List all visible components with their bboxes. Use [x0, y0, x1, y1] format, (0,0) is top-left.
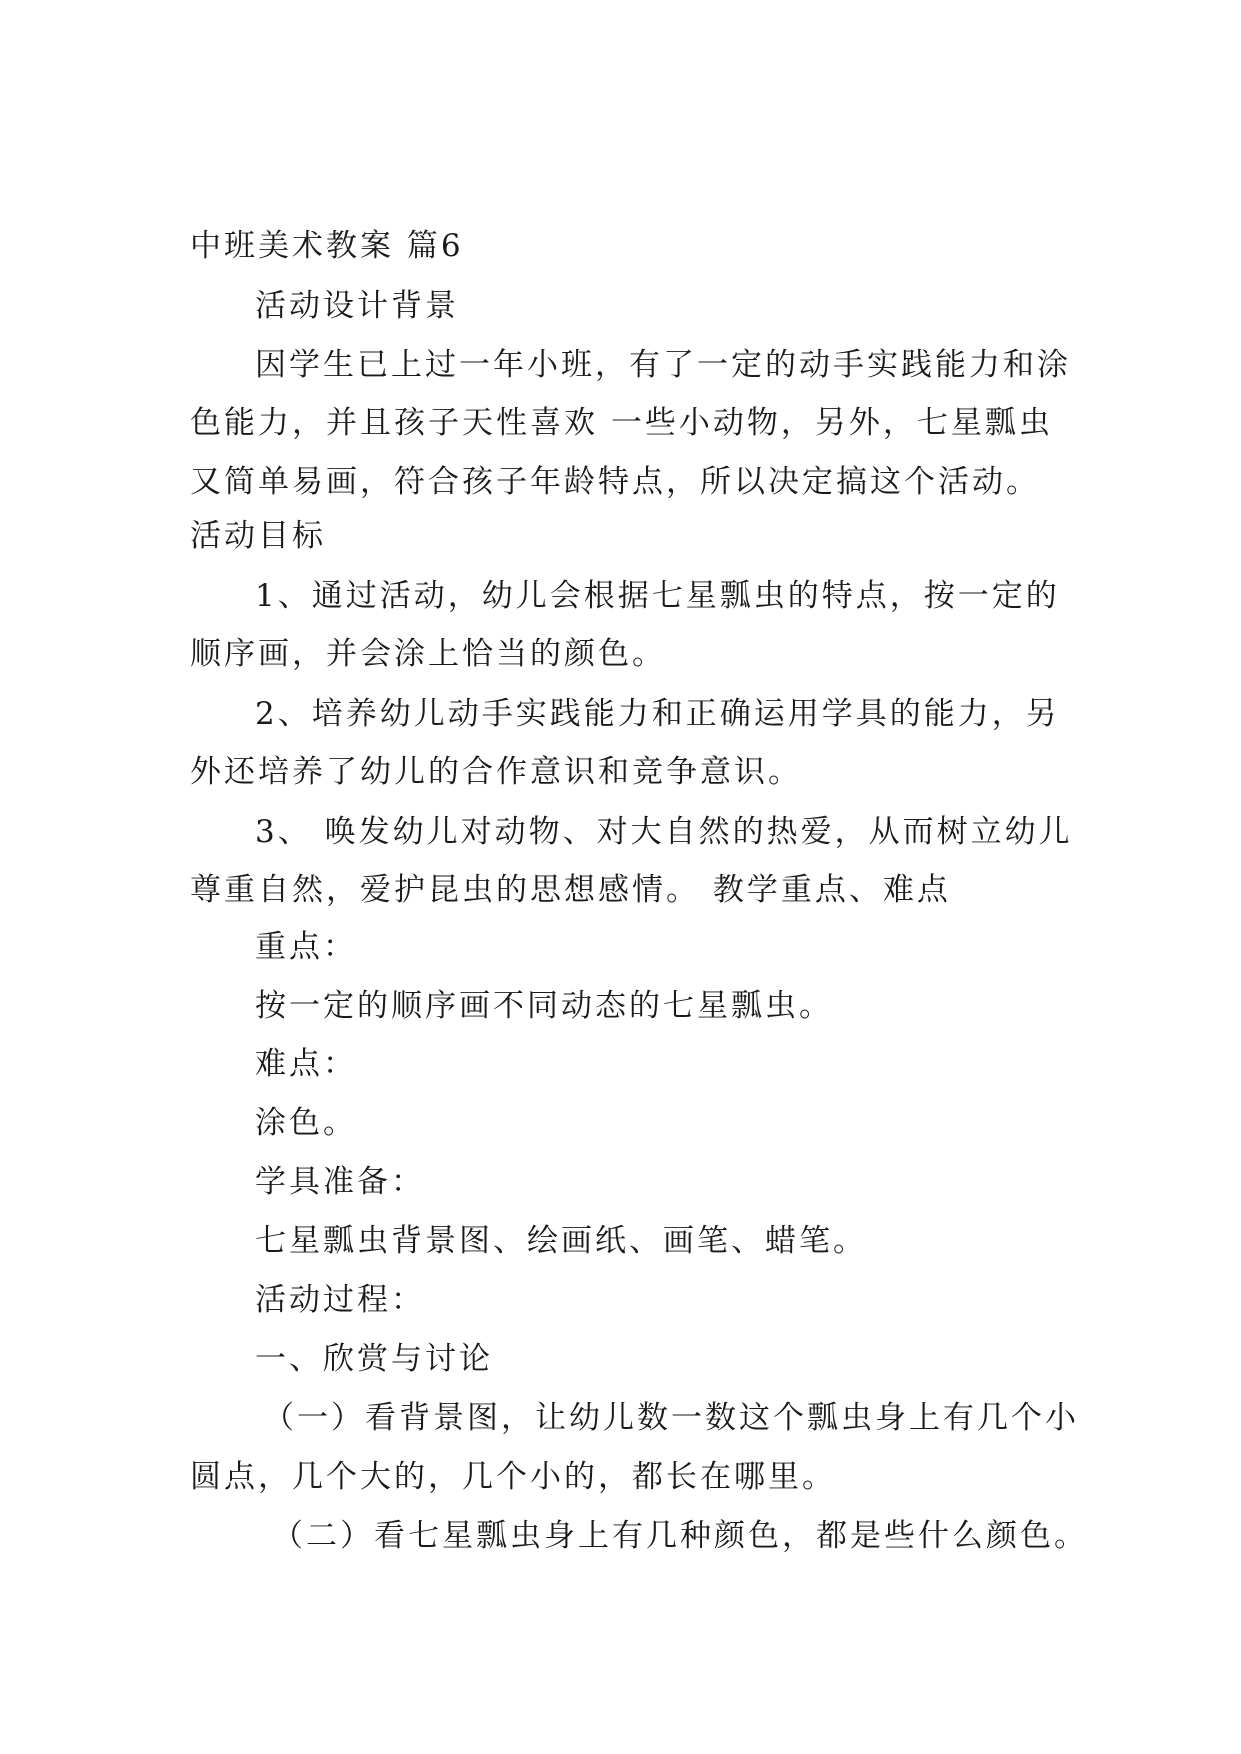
paragraph-line: 外还培养了幼儿的合作意识和竞争意识。 — [190, 754, 802, 790]
document-title: 中班美术教案 篇6 — [190, 228, 464, 264]
paragraph-line: 圆点，几个大的，几个小的，都长在哪里。 — [190, 1459, 836, 1495]
section-heading: 难点： — [255, 1046, 357, 1082]
section-heading: 活动设计背景 — [255, 288, 459, 324]
paragraph-line: （二）看七星瓢虫身上有几种颜色，都是些什么颜色。 — [272, 1518, 1088, 1554]
paragraph-line: 色能力，并且孩子天性喜欢 一些小动物，另外，七星瓢虫 — [190, 405, 1053, 441]
paragraph-line: 涂色。 — [255, 1105, 357, 1141]
section-heading: 活动过程： — [255, 1282, 425, 1318]
paragraph-line: 顺序画，并会涂上恰当的颜色。 — [190, 636, 666, 672]
paragraph-line: 尊重自然，爱护昆虫的思想感情。 教学重点、难点 — [190, 872, 951, 908]
paragraph-line: 因学生已上过一年小班，有了一定的动手实践能力和涂 — [255, 347, 1071, 383]
section-heading: 活动目标 — [190, 518, 326, 554]
paragraph-line: 按一定的顺序画不同动态的七星瓢虫。 — [255, 988, 833, 1024]
paragraph-line: 3、 唤发幼儿对动物、对大自然的热爱，从而树立幼儿 — [255, 814, 1073, 850]
paragraph-line: 七星瓢虫背景图、绘画纸、画笔、蜡笔。 — [255, 1223, 867, 1259]
paragraph-line: 又简单易画，符合孩子年龄特点，所以决定搞这个活动。 — [190, 464, 1040, 500]
paragraph-line: 2、培养幼儿动手实践能力和正确运用学具的能力，另 — [255, 696, 1060, 732]
section-heading: 重点： — [255, 929, 357, 965]
paragraph-line: 1、通过活动，幼儿会根据七星瓢虫的特点，按一定的 — [255, 578, 1060, 614]
section-heading: 一、欣赏与讨论 — [255, 1341, 493, 1377]
paragraph-line: （一）看背景图，让幼儿数一数这个瓢虫身上有几个小 — [263, 1400, 1079, 1436]
section-heading: 学具准备： — [255, 1164, 425, 1200]
